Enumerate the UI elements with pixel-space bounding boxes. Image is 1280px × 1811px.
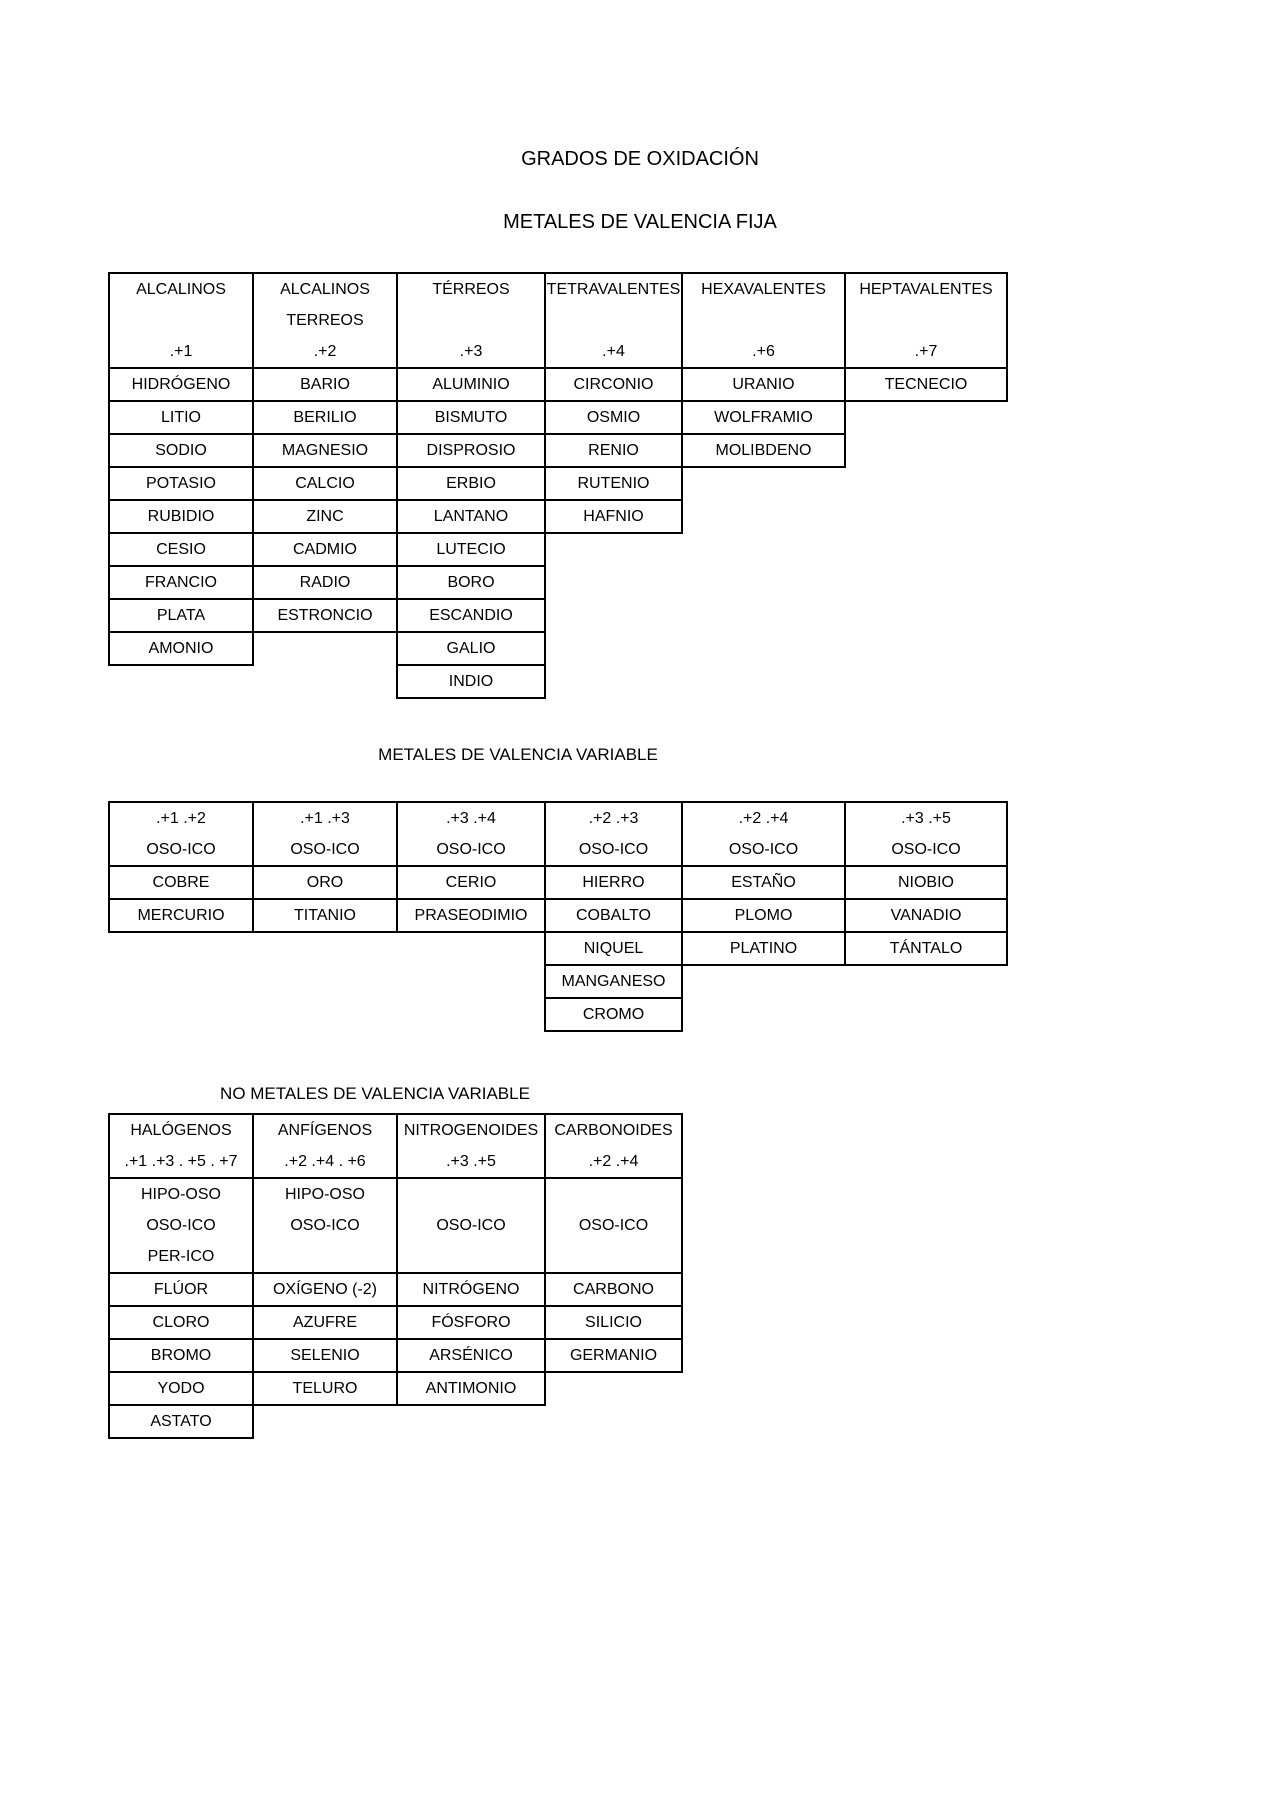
empty-cell <box>545 566 682 599</box>
cell-text <box>546 1179 681 1210</box>
table-row <box>109 566 1007 599</box>
table-header-row <box>109 273 1007 368</box>
element-cell: RADIO <box>253 566 397 599</box>
empty-cell <box>545 1372 682 1405</box>
empty-cell <box>253 965 397 998</box>
cell-text <box>683 305 844 336</box>
cell-text <box>546 305 681 336</box>
valence-header-cell <box>682 802 845 866</box>
element-cell: RUTENIO <box>545 467 682 500</box>
element-cell: NIQUEL <box>545 932 682 965</box>
element-cell: FLÚOR <box>109 1273 253 1306</box>
element-cell: CIRCONIO <box>545 368 682 401</box>
table-row <box>109 932 1007 965</box>
element-cell: MANGANESO <box>545 965 682 998</box>
cell-text: ALCALINOS <box>280 281 370 298</box>
element-cell: SODIO <box>109 434 253 467</box>
empty-cell <box>845 665 1007 698</box>
empty-cell <box>397 965 545 998</box>
cell-text: .+2 .+4 <box>588 1153 639 1170</box>
table-row <box>109 665 1007 698</box>
valence-header-cell <box>397 802 545 866</box>
element-cell: ZINC <box>253 500 397 533</box>
element-cell: PRASEODIMIO <box>397 899 545 932</box>
table-row <box>109 401 1007 434</box>
empty-cell <box>397 1405 545 1438</box>
cell-text: .+3 <box>459 343 483 360</box>
cell-text: CARBONOIDES <box>554 1122 673 1139</box>
cell-text: .+1 .+3 <box>300 810 350 827</box>
element-cell: COBALTO <box>545 899 682 932</box>
group-header-cell <box>253 273 397 368</box>
empty-cell <box>682 665 845 698</box>
cell-text <box>110 305 252 336</box>
element-cell: HIERRO <box>545 866 682 899</box>
element-cell: TÁNTALO <box>845 932 1007 965</box>
empty-cell <box>845 632 1007 665</box>
cell-text: OSO-ICO <box>891 841 961 858</box>
cell-text: OSO-ICO <box>578 841 649 858</box>
table-row <box>109 998 1007 1031</box>
empty-cell <box>253 932 397 965</box>
cell-text: ALCALINOS <box>136 281 226 298</box>
element-cell: BERILIO <box>253 401 397 434</box>
element-cell: YODO <box>109 1372 253 1405</box>
table-row <box>109 1339 682 1372</box>
cell-text: TETRAVALENTES <box>546 281 681 298</box>
cell-text <box>398 305 544 336</box>
empty-cell <box>397 998 545 1031</box>
nonmetal-valence-table <box>108 1113 683 1439</box>
element-cell: FÓSFORO <box>397 1306 545 1339</box>
empty-cell <box>845 599 1007 632</box>
cell-text: .+2 .+3 <box>588 810 639 827</box>
cell-text: .+1 .+3 . +5 . +7 <box>124 1153 238 1170</box>
element-cell: CLORO <box>109 1306 253 1339</box>
element-cell: INDIO <box>397 665 545 698</box>
element-cell: PLATINO <box>682 932 845 965</box>
suffix-cell <box>545 1178 682 1273</box>
element-cell: ERBIO <box>397 467 545 500</box>
element-cell: SILICIO <box>545 1306 682 1339</box>
table-row <box>109 1306 682 1339</box>
group-header-cell <box>397 273 545 368</box>
element-cell: ESCANDIO <box>397 599 545 632</box>
table-row <box>109 1273 682 1306</box>
element-cell: ARSÉNICO <box>397 1339 545 1372</box>
element-cell: BORO <box>397 566 545 599</box>
empty-cell <box>845 965 1007 998</box>
element-cell: CROMO <box>545 998 682 1031</box>
element-cell: RENIO <box>545 434 682 467</box>
cell-text: OSO-ICO <box>436 841 506 858</box>
empty-cell <box>682 632 845 665</box>
empty-cell <box>682 467 845 500</box>
cell-text: .+7 <box>914 343 938 360</box>
element-cell: CARBONO <box>545 1273 682 1306</box>
fixed-valence-title: METALES DE VALENCIA FIJA <box>503 211 777 233</box>
cell-text <box>846 305 1006 336</box>
element-cell: NIOBIO <box>845 866 1007 899</box>
table-header-row <box>109 1114 682 1178</box>
empty-cell <box>109 932 253 965</box>
page-title: GRADOS DE OXIDACIÓN <box>521 148 759 170</box>
cell-text: TERREOS <box>286 312 364 329</box>
table-row <box>109 500 1007 533</box>
table-row <box>109 467 1007 500</box>
element-cell: BROMO <box>109 1339 253 1372</box>
empty-cell <box>682 500 845 533</box>
empty-cell <box>845 401 1007 434</box>
element-cell: LITIO <box>109 401 253 434</box>
group-header-cell <box>109 273 253 368</box>
empty-cell <box>253 632 397 665</box>
element-cell: MOLIBDENO <box>682 434 845 467</box>
element-cell: MERCURIO <box>109 899 253 932</box>
element-cell: NITRÓGENO <box>397 1273 545 1306</box>
empty-cell <box>545 533 682 566</box>
element-cell: HIDRÓGENO <box>109 368 253 401</box>
variable-valence-title: METALES DE VALENCIA VARIABLE <box>378 745 658 764</box>
empty-cell <box>682 566 845 599</box>
cell-text: OSO-ICO <box>290 1217 360 1234</box>
cell-text: .+3 .+4 <box>446 810 496 827</box>
table-row <box>109 899 1007 932</box>
element-cell: TITANIO <box>253 899 397 932</box>
cell-text <box>398 1179 544 1210</box>
empty-cell <box>682 998 845 1031</box>
cell-text: HIPO-OSO <box>140 1186 221 1203</box>
suffix-cell <box>109 1178 253 1273</box>
cell-text: .+1 <box>169 343 193 360</box>
empty-cell <box>682 533 845 566</box>
element-cell: HAFNIO <box>545 500 682 533</box>
table-header-row <box>109 802 1007 866</box>
element-cell: TELURO <box>253 1372 397 1405</box>
element-cell: URANIO <box>682 368 845 401</box>
cell-text: HEXAVALENTES <box>701 281 826 298</box>
empty-cell <box>845 998 1007 1031</box>
element-cell: PLATA <box>109 599 253 632</box>
element-cell: ESTAÑO <box>682 866 845 899</box>
table-row <box>109 368 1007 401</box>
empty-cell <box>845 500 1007 533</box>
group-header-cell <box>545 273 682 368</box>
table-row <box>109 1372 682 1405</box>
empty-cell <box>545 665 682 698</box>
cell-text: .+1 .+2 <box>156 810 206 827</box>
cell-text: OSO-ICO <box>436 1217 506 1234</box>
element-cell: FRANCIO <box>109 566 253 599</box>
element-cell: LUTECIO <box>397 533 545 566</box>
empty-cell <box>545 599 682 632</box>
element-cell: ESTRONCIO <box>253 599 397 632</box>
group-header-cell <box>845 273 1007 368</box>
element-cell: SELENIO <box>253 1339 397 1372</box>
group-header-cell <box>109 1114 253 1178</box>
element-cell: VANADIO <box>845 899 1007 932</box>
fixed-valence-table <box>108 272 1008 699</box>
element-cell: CALCIO <box>253 467 397 500</box>
element-cell: ANTIMONIO <box>397 1372 545 1405</box>
empty-cell <box>845 533 1007 566</box>
suffix-cell <box>397 1178 545 1273</box>
cell-text: .+4 <box>602 343 625 360</box>
element-cell: ASTATO <box>109 1405 253 1438</box>
suffix-row <box>109 1178 682 1273</box>
table-row <box>109 965 1007 998</box>
table-row <box>109 599 1007 632</box>
cell-text: NITROGENOIDES <box>403 1122 539 1139</box>
empty-cell <box>845 566 1007 599</box>
cell-text: HALÓGENOS <box>130 1122 232 1139</box>
element-cell: OSMIO <box>545 401 682 434</box>
cell-text: HEPTAVALENTES <box>859 281 993 298</box>
cell-text: .+3 .+5 <box>901 810 951 827</box>
element-cell: RUBIDIO <box>109 500 253 533</box>
valence-header-cell <box>545 802 682 866</box>
element-cell: WOLFRAMIO <box>682 401 845 434</box>
empty-cell <box>109 665 253 698</box>
element-cell: GERMANIO <box>545 1339 682 1372</box>
table-row <box>109 866 1007 899</box>
element-cell: OXÍGENO (-2) <box>253 1273 397 1306</box>
empty-cell <box>253 998 397 1031</box>
empty-cell <box>253 665 397 698</box>
element-cell: CERIO <box>397 866 545 899</box>
valence-header-cell <box>253 802 397 866</box>
suffix-cell <box>253 1178 397 1273</box>
cell-text: TÉRREOS <box>432 281 510 298</box>
element-cell: BARIO <box>253 368 397 401</box>
empty-cell <box>109 998 253 1031</box>
empty-cell <box>397 932 545 965</box>
element-cell: ALUMINIO <box>397 368 545 401</box>
element-cell: CESIO <box>109 533 253 566</box>
empty-cell <box>845 434 1007 467</box>
cell-text: .+2 .+4 . +6 <box>284 1153 366 1170</box>
element-cell: TECNECIO <box>845 368 1007 401</box>
element-cell: PLOMO <box>682 899 845 932</box>
valence-header-cell <box>845 802 1007 866</box>
cell-text <box>254 1241 396 1272</box>
cell-text: OSO-ICO <box>290 841 360 858</box>
element-cell: BISMUTO <box>397 401 545 434</box>
group-header-cell <box>682 273 845 368</box>
empty-cell <box>845 467 1007 500</box>
table-row <box>109 632 1007 665</box>
group-header-cell <box>253 1114 397 1178</box>
valence-header-cell <box>109 802 253 866</box>
cell-text: .+2 <box>313 343 337 360</box>
cell-text: .+3 .+5 <box>446 1153 496 1170</box>
element-cell: ORO <box>253 866 397 899</box>
empty-cell <box>545 632 682 665</box>
cell-text: OSO-ICO <box>728 841 799 858</box>
element-cell: GALIO <box>397 632 545 665</box>
cell-text: PER-ICO <box>147 1248 215 1265</box>
element-cell: AZUFRE <box>253 1306 397 1339</box>
table-row <box>109 533 1007 566</box>
nonmetal-title: NO METALES DE VALENCIA VARIABLE <box>220 1084 530 1103</box>
empty-cell <box>682 599 845 632</box>
element-cell: POTASIO <box>109 467 253 500</box>
element-cell: MAGNESIO <box>253 434 397 467</box>
cell-text: HIPO-OSO <box>284 1186 365 1203</box>
element-cell: CADMIO <box>253 533 397 566</box>
cell-text: OSO-ICO <box>146 1217 216 1234</box>
group-header-cell <box>397 1114 545 1178</box>
cell-text: OSO-ICO <box>578 1217 649 1234</box>
element-cell: AMONIO <box>109 632 253 665</box>
cell-text: .+2 .+4 <box>738 810 789 827</box>
cell-text <box>546 1241 681 1272</box>
element-cell: LANTANO <box>397 500 545 533</box>
variable-valence-table <box>108 801 1008 1032</box>
empty-cell <box>109 965 253 998</box>
cell-text: ANFÍGENOS <box>277 1122 373 1139</box>
cell-text <box>398 1241 544 1272</box>
cell-text: .+6 <box>752 343 775 360</box>
element-cell: COBRE <box>109 866 253 899</box>
empty-cell <box>253 1405 397 1438</box>
empty-cell <box>682 965 845 998</box>
empty-cell <box>545 1405 682 1438</box>
table-row <box>109 1405 682 1438</box>
table-row <box>109 434 1007 467</box>
group-header-cell <box>545 1114 682 1178</box>
element-cell: DISPROSIO <box>397 434 545 467</box>
cell-text: OSO-ICO <box>146 841 216 858</box>
